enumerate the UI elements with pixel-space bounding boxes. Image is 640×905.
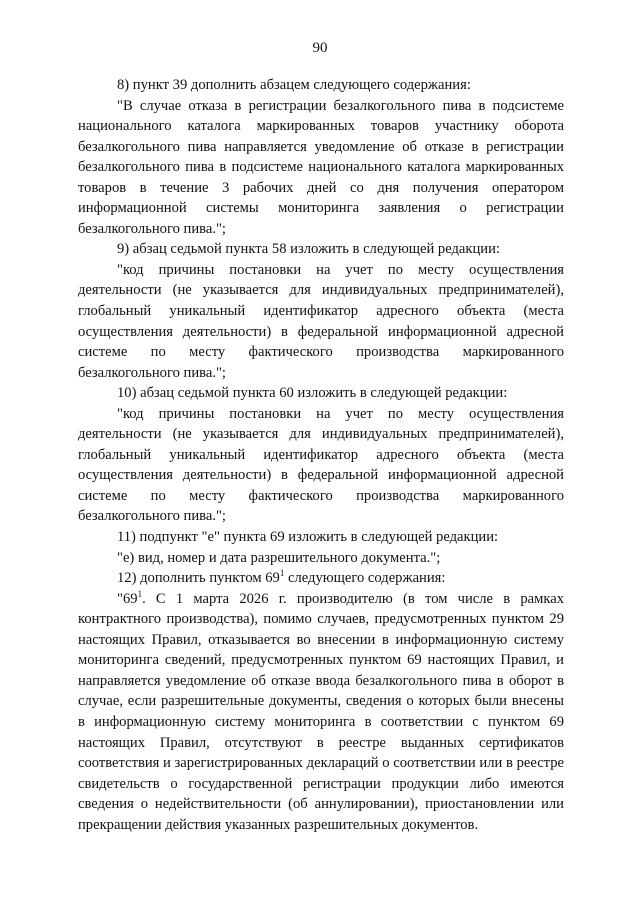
paragraph-quote-39: "В случае отказа в регистрации безалкогольного пива в подсистеме национального каталога маркированных товаров участнику оборота безалкогольного пива направляется уведомление об отказе в регистрации безалкогольного пива в подсистеме национального каталога маркированных товаров в течение 3 рабочих дней со дня получения оператором информационной системы мониторинга заявления о регистрации безалкогольного пива."; bbox=[78, 97, 564, 237]
paragraph-quote-69-1 bbox=[78, 589, 564, 836]
paragraph-item-10: 10) абзац седьмой пункта 60 изложить в следующей редакции: bbox=[117, 385, 508, 402]
item-12-text-end: следующего содержания: bbox=[284, 570, 446, 587]
item-12-text-start: 12) дополнить пунктом 69 bbox=[117, 570, 280, 587]
paragraph-item-11: 11) подпункт "е" пункта 69 изложить в следующей редакции: bbox=[117, 529, 499, 546]
paragraph-item-9: 9) абзац седьмой пункта 58 изложить в следующей редакции: bbox=[117, 241, 500, 258]
paragraph-quote-60: "код причины постановки на учет по месту осуществления деятельности (не указывается для индивидуальных предпринимателей), глобальный уникальный идентификатор адресного объекта (места осуществления деятельности) в федеральной информационной адресной системе по месту фактического производства маркированного безалкогольного пива."; bbox=[78, 405, 564, 525]
superscript: 1 bbox=[137, 588, 143, 599]
page-number: 90 bbox=[312, 40, 328, 56]
clause-69-1-start: "69 bbox=[117, 590, 138, 607]
paragraph-quote-58: "код причины постановки на учет по месту осуществления деятельности (не указывается для индивидуальных предпринимателей), глобальный уникальный идентификатор адресного объекта (места осуществления деятельности) в федеральной информационной адресной системе по месту фактического производства маркированного безалкогольного пива."; bbox=[78, 261, 564, 381]
document-body bbox=[78, 75, 564, 835]
paragraph-quote-69e: "е) вид, номер и дата разрешительного документа."; bbox=[117, 549, 441, 566]
paragraph-item-12 bbox=[78, 568, 564, 589]
paragraph-item-8: 8) пункт 39 дополнить абзацем следующего содержания: bbox=[117, 77, 471, 93]
superscript: 1 bbox=[279, 568, 285, 579]
clause-69-1-body: . С 1 марта 2026 г. производителю (в том числе в рамках контрактного производства), помимо случаев, предусмотренных пунктом 29 настоящих Правил, отказывается во внесении в информационную систему мониторинга сведений, предусмотренных пунктом 69 настоящих Правил, и направляется уведомление об отказе ввода безалкогольного пива в оборот в случае, если разрешительные документы, сведения о которых были внесены в информационную систему мониторинга в соответствии с пунктом 69 настоящих Правил, отсутствуют в реестре выданных сертификатов соответствия и зарегистрированных деклараций о соответствии или в реестре свидетельств о государственной регистрации продукции либо имеются сведения о недействительности (об аннулировании), приостановлении или прекращении действия указанных разрешительных документов. bbox=[78, 590, 564, 833]
